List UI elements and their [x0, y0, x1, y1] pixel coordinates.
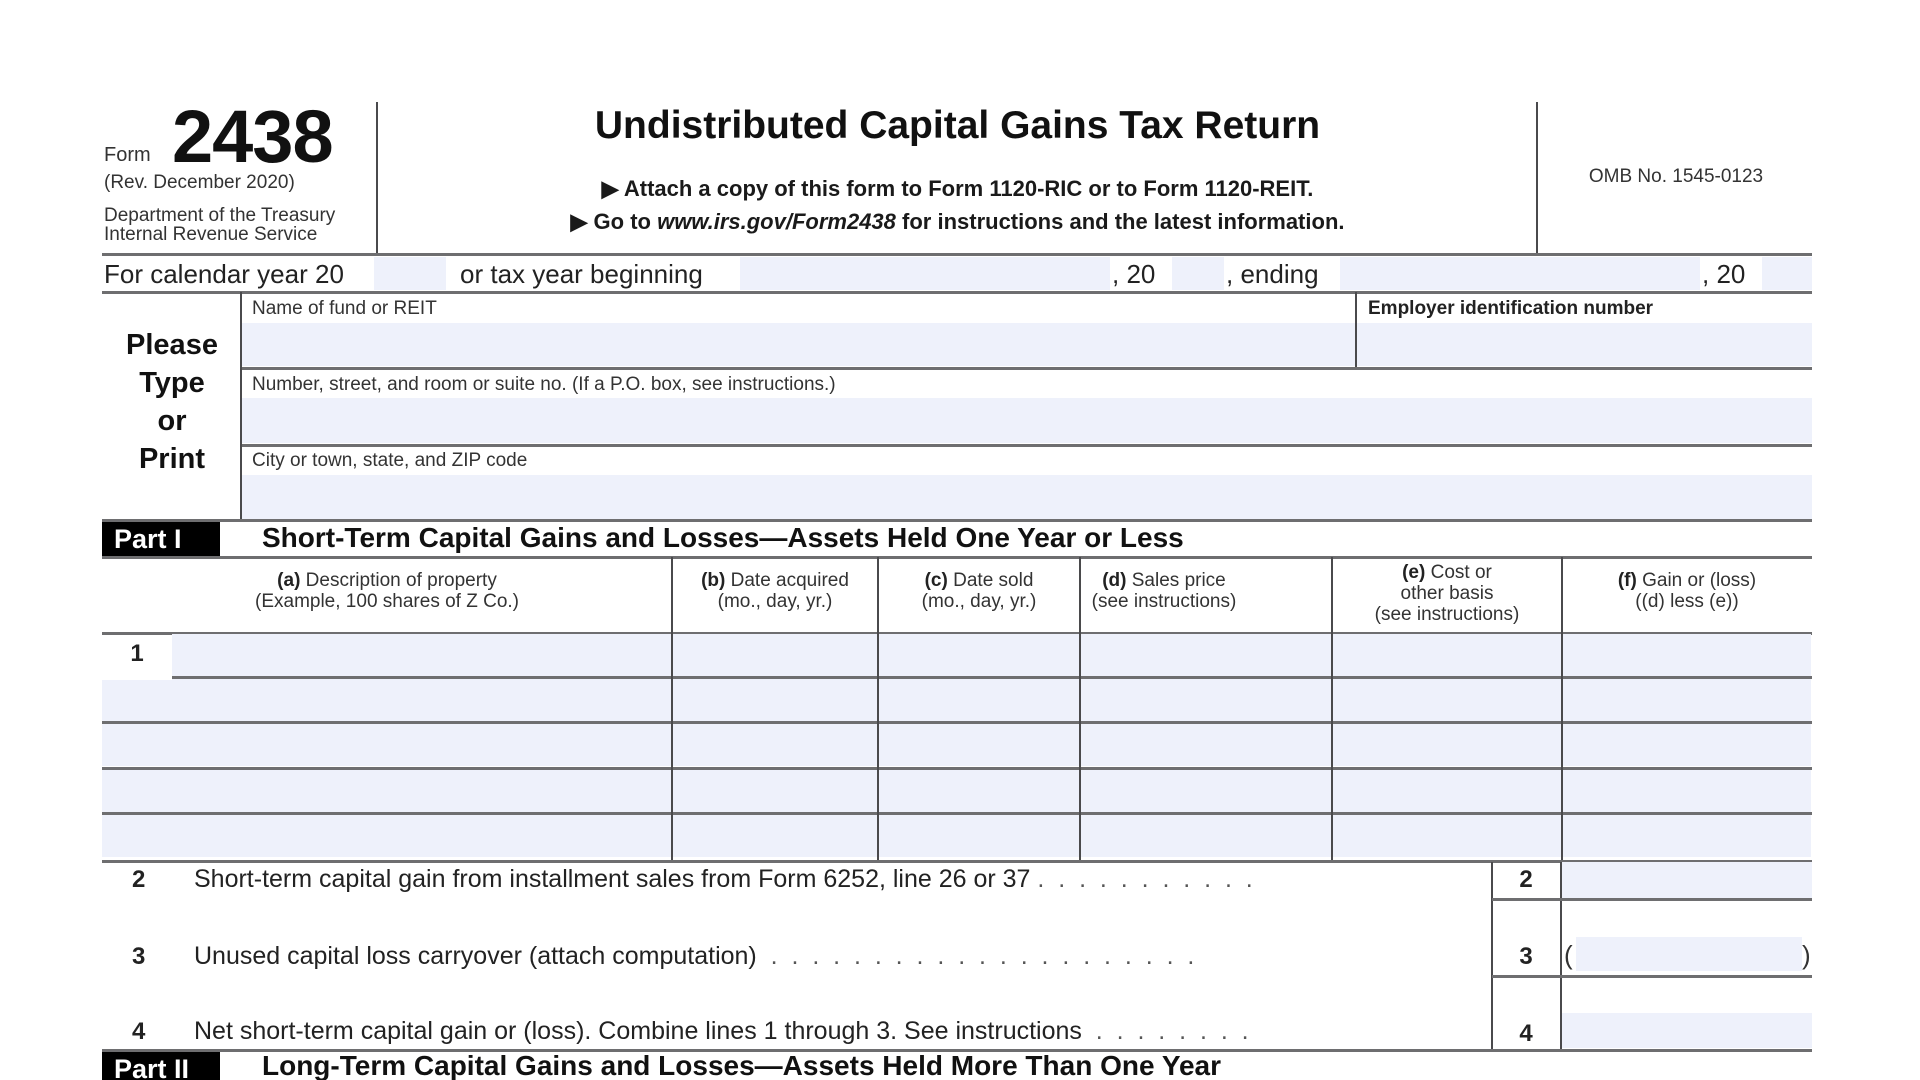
line4-text — [194, 1017, 1249, 1046]
leader-dots: . . . . . . . . . . . — [1030, 865, 1253, 893]
city-label: City or town, state, and ZIP code — [252, 450, 528, 471]
line4-number: 4 — [132, 1018, 146, 1045]
line1-row3-date-sold-input[interactable] — [879, 724, 1079, 766]
fund-name-label: Name of fund or REIT — [252, 298, 437, 319]
line1-row5-gain-loss-input[interactable] — [1563, 815, 1811, 857]
leader-dots: . . . . . . . . — [1081, 1017, 1249, 1045]
line3-box-number: 3 — [1519, 943, 1533, 970]
col-divider-bc — [877, 557, 879, 861]
calendar-year-input[interactable] — [374, 257, 446, 290]
instruction-attach-text: Attach a copy of this form to Form 1120-RIC or to Form 1120-REIT. — [623, 176, 1314, 201]
col-line1: Gain or (loss) — [1636, 570, 1757, 591]
column-header-b — [672, 570, 878, 612]
col-key: (f) — [1617, 570, 1637, 591]
line1-row1-gain-loss-input[interactable] — [1563, 634, 1811, 676]
col-line1: Date sold — [947, 570, 1034, 591]
line1-row4-date-acquired-input[interactable] — [673, 770, 877, 812]
arrow-right-icon: ▶ — [601, 176, 619, 201]
line1-row2-cost-basis-input[interactable] — [1333, 679, 1561, 721]
line3-label: Unused capital loss carryover (attach computation) — [194, 942, 757, 970]
col-divider-ef — [1561, 557, 1563, 861]
col-line2: (see instructions) — [1091, 591, 1237, 612]
col-line2: (mo., day, yr.) — [717, 591, 833, 612]
line3-open-paren: ( — [1564, 940, 1573, 970]
line1-row3-gain-loss-input[interactable] — [1563, 724, 1811, 766]
address-input[interactable] — [242, 398, 1812, 443]
line1-row1-date-acquired-input[interactable] — [673, 634, 877, 676]
col-divider-cd — [1079, 557, 1081, 861]
form-title: Undistributed Capital Gains Tax Return — [594, 104, 1321, 147]
calendar-year-label: For calendar year 20 — [104, 259, 344, 289]
line1-row5-date-acquired-input[interactable] — [673, 815, 877, 857]
line3-close-paren: ) — [1802, 940, 1811, 970]
department-line2: Internal Revenue Service — [104, 224, 318, 245]
ending-year-input[interactable] — [1762, 257, 1812, 290]
part2-title: Long-Term Capital Gains and Losses—Assets Held More Than One Year — [262, 1050, 1221, 1080]
header-divider-left — [376, 102, 378, 254]
line1-row5-date-sold-input[interactable] — [879, 815, 1079, 857]
col-line2: (Example, 100 shares of Z Co.) — [255, 591, 519, 612]
header-divider-right — [1536, 102, 1538, 254]
beginning-comma-20: , 20 — [1112, 259, 1156, 289]
part2-badge: Part II — [102, 1052, 220, 1080]
part1-title-rule — [102, 556, 1812, 559]
form-word: Form — [104, 144, 151, 166]
line1-row3-sales-price-input[interactable] — [1081, 724, 1331, 766]
line1-row3-cost-basis-input[interactable] — [1333, 724, 1561, 766]
form-number: 2438 — [172, 95, 333, 178]
line3-rule — [1492, 975, 1812, 978]
tax-year-ending-input[interactable] — [1340, 257, 1700, 290]
part1-badge: Part I — [102, 522, 220, 556]
instruction-goto — [380, 209, 1535, 235]
calendar-row-rule — [102, 291, 1812, 294]
line1-row4-sales-price-input[interactable] — [1081, 770, 1331, 812]
line4-box-number: 4 — [1519, 1020, 1533, 1047]
tax-year-beginning-label: or tax year beginning — [460, 259, 703, 289]
line1-row2-sales-price-input[interactable] — [1081, 679, 1331, 721]
col-key: (e) — [1402, 562, 1426, 583]
line1-row1-description-input[interactable] — [172, 634, 671, 676]
line1-row3-date-acquired-input[interactable] — [673, 724, 877, 766]
col-line1: Description of property — [300, 570, 497, 591]
line1-row4-cost-basis-input[interactable] — [1333, 770, 1561, 812]
line1-row1-sales-price-input[interactable] — [1081, 634, 1331, 676]
line1-row1-date-sold-input[interactable] — [879, 634, 1079, 676]
line1-row4-gain-loss-input[interactable] — [1563, 770, 1811, 812]
line1-row5-cost-basis-input[interactable] — [1333, 815, 1561, 857]
please-type-or-print — [104, 326, 240, 478]
beginning-year-input[interactable] — [1172, 257, 1224, 290]
col-line1: Sales price — [1126, 570, 1226, 591]
irs-link[interactable]: www.irs.gov/Form2438 — [657, 209, 896, 234]
line1-row2-description-input[interactable] — [102, 679, 671, 721]
column-header-a — [102, 570, 672, 612]
line3-text — [194, 942, 1194, 971]
line2-amount-input[interactable] — [1562, 862, 1812, 898]
line4-label: Net short-term capital gain or (loss). Combine lines 1 through 3. See instructions — [194, 1017, 1082, 1045]
instruction-goto-suffix: for instructions and the latest information. — [895, 209, 1345, 234]
ptp-word: Print — [138, 443, 206, 475]
instruction-goto-prefix: Go to — [593, 209, 658, 234]
department-line1: Department of the Treasury — [104, 205, 336, 226]
ptp-word: Please — [126, 329, 218, 361]
part1-title: Short-Term Capital Gains and Losses—Assets Held One Year or Less — [262, 522, 1184, 553]
line1-row2-date-acquired-input[interactable] — [673, 679, 877, 721]
line1-row4-description-input[interactable] — [102, 770, 671, 812]
omb-number: OMB No. 1545-0123 — [1588, 166, 1764, 187]
line2-box-number: 2 — [1519, 866, 1533, 893]
col-line2: (mo., day, yr.) — [921, 591, 1037, 612]
address-label: Number, street, and room or suite no. (If a P.O. box, see instructions.) — [252, 374, 836, 395]
line2-text — [194, 865, 1253, 894]
header-bottom-rule — [102, 253, 1812, 256]
line1-row1-cost-basis-input[interactable] — [1333, 634, 1561, 676]
city-state-zip-input[interactable] — [242, 475, 1812, 519]
col-divider-ab — [671, 557, 673, 861]
col-line1: Date acquired — [725, 570, 849, 591]
line1-row2-gain-loss-input[interactable] — [1563, 679, 1811, 721]
line3-amount-input[interactable] — [1576, 937, 1802, 971]
column-header-d — [1080, 570, 1248, 612]
column-header-e — [1332, 562, 1562, 625]
department — [104, 206, 335, 244]
arrow-right-icon: ▶ — [570, 209, 588, 234]
line1-row3-description-input[interactable] — [102, 724, 671, 766]
ending-comma-20: , 20 — [1702, 259, 1746, 289]
line1-row5-description-input[interactable] — [102, 815, 671, 857]
ptp-word: Type — [139, 367, 205, 399]
line4-amount-input[interactable] — [1562, 1013, 1812, 1048]
tax-year-beginning-input[interactable] — [740, 257, 1110, 290]
line2-label: Short-term capital gain from installment sales from Form 6252, line 26 or 37 — [194, 865, 1031, 893]
line1-row2-date-sold-input[interactable] — [879, 679, 1079, 721]
line2-rule — [1492, 898, 1812, 901]
col-key: (a) — [277, 570, 301, 591]
leader-dots: . . . . . . . . . . . . . . . . . . . . . — [756, 942, 1195, 970]
address-row-rule — [242, 444, 1812, 447]
line1-bottom-rule — [102, 860, 1812, 863]
col-line1: Cost or — [1425, 562, 1492, 583]
ein-label: Employer identification number — [1368, 298, 1654, 319]
column-header-c — [878, 570, 1080, 612]
col-line3: (see instructions) — [1374, 604, 1520, 625]
name-row-rule — [242, 367, 1812, 370]
col-line2: other basis — [1400, 583, 1494, 604]
col-key: (d) — [1102, 570, 1127, 591]
line1-number: 1 — [102, 640, 172, 680]
ending-label: , ending — [1226, 259, 1319, 289]
line1-row5-sales-price-input[interactable] — [1081, 815, 1331, 857]
col-key: (c) — [924, 570, 948, 591]
col-line2: ((d) less (e)) — [1635, 591, 1739, 612]
col-key: (b) — [701, 570, 726, 591]
column-header-f — [1562, 570, 1812, 612]
fund-name-input[interactable] — [242, 323, 1355, 366]
ein-input[interactable] — [1357, 323, 1812, 366]
revision-date: (Rev. December 2020) — [104, 172, 295, 193]
line2-number: 2 — [132, 866, 146, 893]
instruction-attach — [380, 176, 1535, 202]
line3-number: 3 — [132, 943, 146, 970]
line1-row4-date-sold-input[interactable] — [879, 770, 1079, 812]
col-divider-de — [1331, 557, 1333, 861]
ptp-word: or — [157, 405, 187, 437]
